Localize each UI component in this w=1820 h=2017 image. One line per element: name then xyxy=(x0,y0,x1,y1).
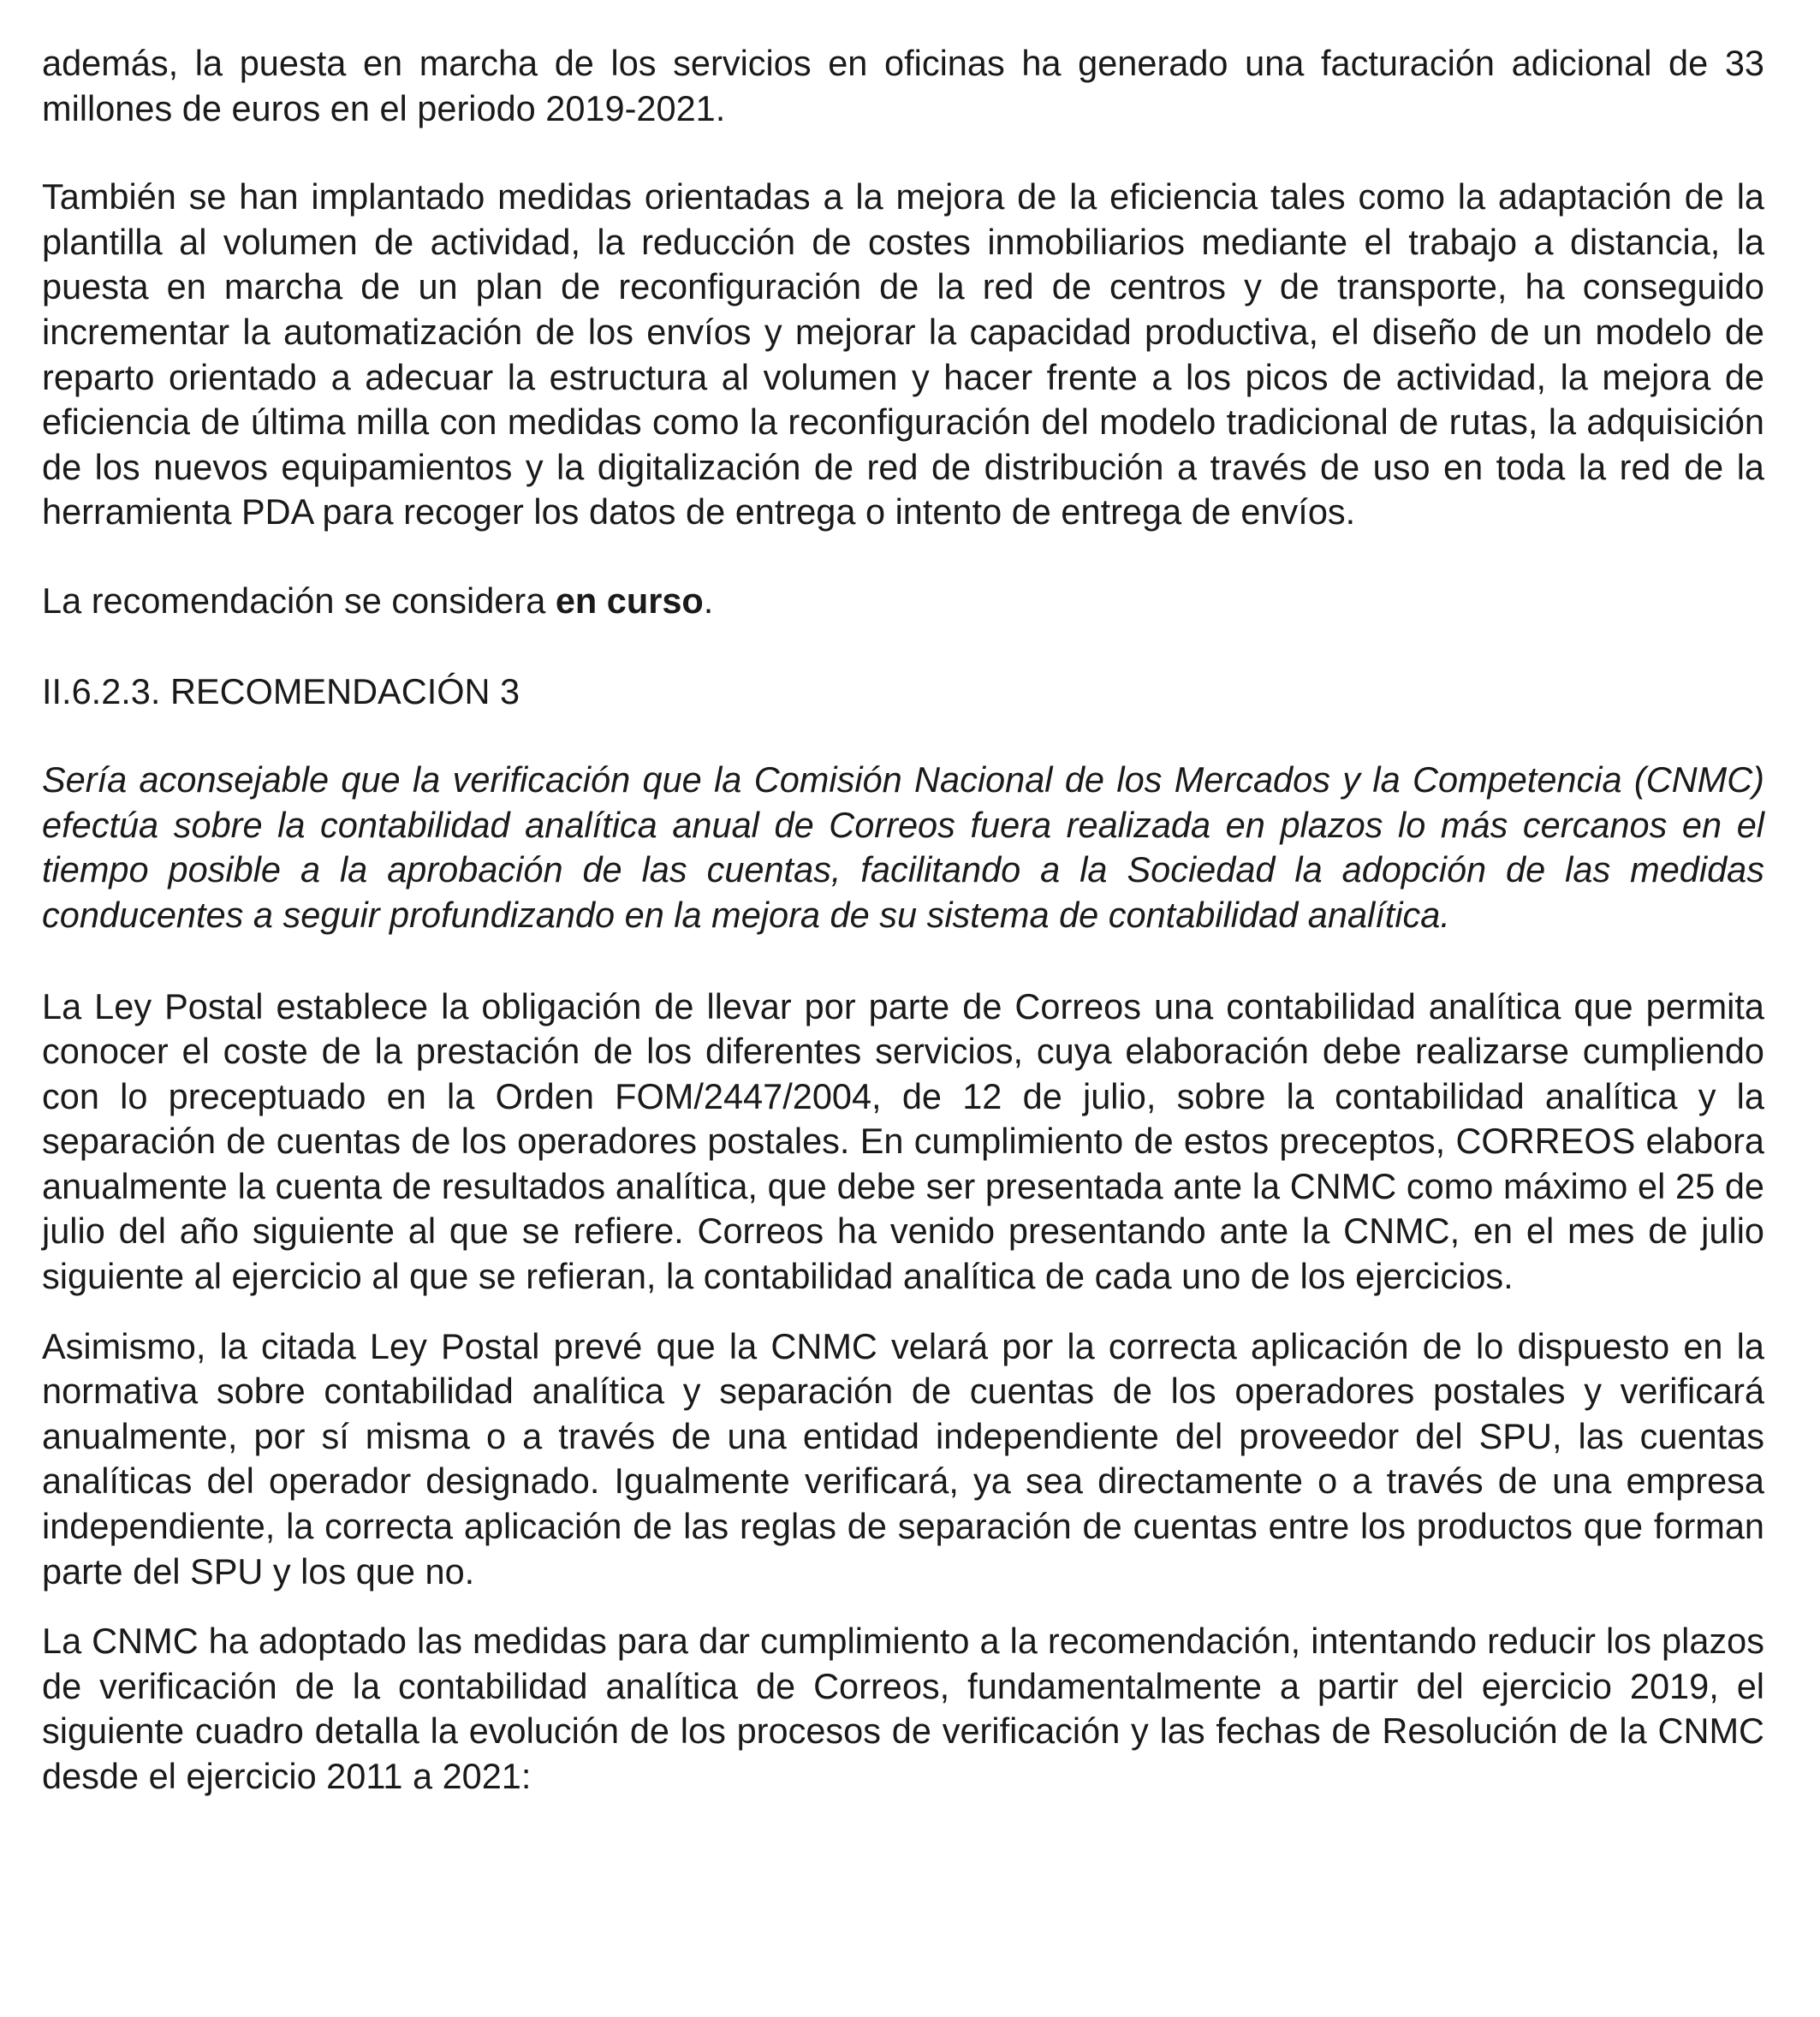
document-page xyxy=(42,41,1764,1800)
paragraph-status xyxy=(42,579,1764,624)
section-heading: II.6.2.3. RECOMENDACIÓN 3 xyxy=(42,670,520,711)
paragraph-cnmc-measures: La CNMC ha adoptado las medidas para dar cumplimiento a la recomendación, intentando reducir los plazos de verificación de la contabilidad analítica de Correos, fundamentalmente a partir del ejercicio 2019, el siguiente cuadro detalla la evolución de los procesos de verificación y las fechas de Resolución de la CNMC desde el ejercicio 2011 a 2021: xyxy=(42,1621,1764,1796)
paragraph-efficiency-measures: También se han implantado medidas orientadas a la mejora de la eficiencia tales como la adaptación de la plantilla al volumen de actividad, la reducción de costes inmobiliarios mediante el trabajo a distancia, la puesta en marcha de un plan de reconfiguración de la red de centros y de transporte, ha conseguido incrementar la automatización de los envíos y mejorar la capacidad productiva, el diseño de un modelo de reparto orientado a adecuar la estructura al volumen y hacer frente a los picos de actividad, la mejora de eficiencia de última milla con medidas como la reconfiguración del modelo tradicional de rutas, la adquisición de los nuevos equipamientos y la digitalización de red de distribución a través de uso en toda la red de la herramienta PDA para recoger los datos de entrega o intento de entrega de envíos. xyxy=(42,176,1764,533)
status-suffix: . xyxy=(703,580,714,621)
paragraph-revenue: además, la puesta en marcha de los servicios en oficinas ha generado una facturación adicional de 33 millones de euros en el periodo 2019-2021. xyxy=(42,43,1764,128)
recommendation-text: Sería aconsejable que la verificación que la Comisión Nacional de los Mercados y la Competencia (CNMC) efectúa sobre la contabilidad analítica anual de Correos fuera realizada en plazos lo más cercanos en el tiempo posible a la aprobación de las cuentas, facilitando a la Sociedad la adopción de las medidas conducentes a seguir profundizando en la mejora de su sistema de contabilidad analítica. xyxy=(42,759,1764,935)
status-prefix: La recomendación se considera xyxy=(42,580,556,621)
status-value: en curso xyxy=(555,580,704,621)
paragraph-postal-law: La Ley Postal establece la obligación de llevar por parte de Correos una contabilidad analítica que permita conocer el coste de la prestación de los diferentes servicios, cuya elaboración debe realizarse cumpliendo con lo preceptuado en la Orden FOM/2447/2004, de 12 de julio, sobre la contabilidad analítica y la separación de cuentas de los operadores postales. En cumplimiento de estos preceptos, CORREOS elabora anualmente la cuenta de resultados analítica, que debe ser presentada ante la CNMC como máximo el 25 de julio del año siguiente al que se refiere. Correos ha venido presentando ante la CNMC, en el mes de julio siguiente al ejercicio al que se refieran, la contabilidad analítica de cada uno de los ejercicios. xyxy=(42,985,1764,1297)
paragraph-cnmc-verification: Asimismo, la citada Ley Postal prevé que la CNMC velará por la correcta aplicación de lo dispuesto en la normativa sobre contabilidad analítica y separación de cuentas de los operadores postales y verificará anualmente, por sí misma o a través de una entidad independiente del proveedor del SPU, las cuentas analíticas del operador designado. Igualmente verificará, ya sea directamente o a través de una empresa independiente, la correcta aplicación de las reglas de separación de cuentas entre los productos que forman parte del SPU y los que no. xyxy=(42,1325,1764,1592)
